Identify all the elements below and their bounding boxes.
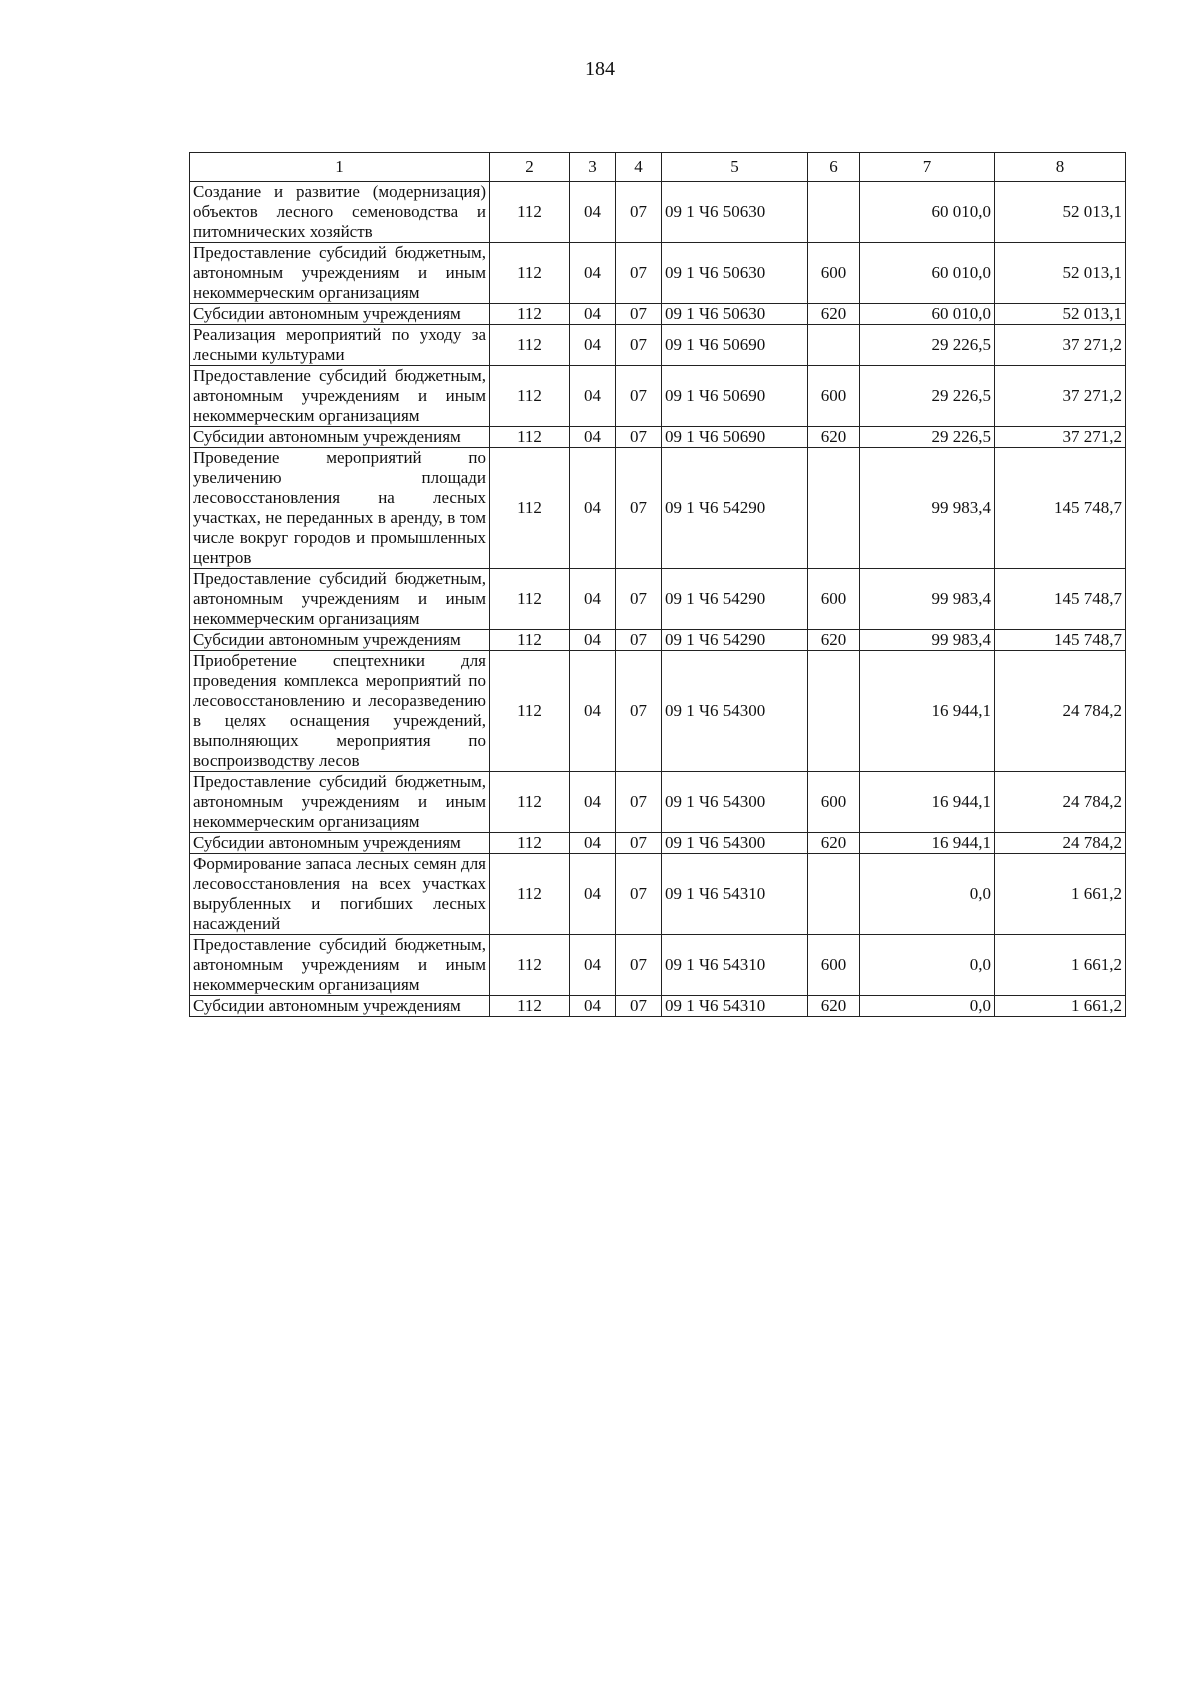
cell-amount-2: 52 013,1 — [995, 304, 1126, 325]
cell-subsection: 07 — [616, 772, 662, 833]
cell-target-code: 09 1 Ч6 50690 — [662, 427, 808, 448]
cell-amount-1: 29 226,5 — [860, 366, 995, 427]
cell-target-code: 09 1 Ч6 50630 — [662, 182, 808, 243]
cell-subsection: 07 — [616, 833, 662, 854]
cell-amount-2: 37 271,2 — [995, 427, 1126, 448]
cell-amount-2: 1 661,2 — [995, 935, 1126, 996]
cell-amount-1: 16 944,1 — [860, 772, 995, 833]
table-row — [190, 325, 1126, 366]
cell-amount-1: 99 983,4 — [860, 630, 995, 651]
cell-ministry: 112 — [490, 304, 570, 325]
cell-subsection: 07 — [616, 182, 662, 243]
cell-section: 04 — [570, 833, 616, 854]
cell-section: 04 — [570, 854, 616, 935]
cell-subsection: 07 — [616, 651, 662, 772]
cell-subsection: 07 — [616, 854, 662, 935]
cell-ministry: 112 — [490, 243, 570, 304]
cell-amount-2: 37 271,2 — [995, 325, 1126, 366]
header-cell: 6 — [808, 153, 860, 182]
cell-amount-1: 0,0 — [860, 996, 995, 1017]
cell-amount-2: 24 784,2 — [995, 833, 1126, 854]
cell-subsection: 07 — [616, 996, 662, 1017]
row-name: Субсидии автономным учреждениям — [190, 996, 490, 1017]
cell-expense-type: 620 — [808, 427, 860, 448]
cell-target-code: 09 1 Ч6 54300 — [662, 651, 808, 772]
cell-subsection: 07 — [616, 935, 662, 996]
cell-amount-2: 145 748,7 — [995, 448, 1126, 569]
cell-section: 04 — [570, 935, 616, 996]
table-row — [190, 833, 1126, 854]
header-cell: 4 — [616, 153, 662, 182]
row-name: Предоставление субсидий бюджетным, автономным учреждениям и иным некоммерческим организациям — [190, 772, 490, 833]
cell-amount-1: 29 226,5 — [860, 427, 995, 448]
row-name: Субсидии автономным учреждениям — [190, 630, 490, 651]
cell-target-code: 09 1 Ч6 54300 — [662, 833, 808, 854]
cell-amount-2: 145 748,7 — [995, 569, 1126, 630]
cell-expense-type: 620 — [808, 833, 860, 854]
cell-subsection: 07 — [616, 448, 662, 569]
header-cell: 7 — [860, 153, 995, 182]
row-name: Предоставление субсидий бюджетным, автономным учреждениям и иным некоммерческим организациям — [190, 366, 490, 427]
row-name: Проведение мероприятий по увеличению площади лесовосстановления на лесных участках, не переданных в аренду, в том числе вокруг городов и промышленных центров — [190, 448, 490, 569]
cell-subsection: 07 — [616, 630, 662, 651]
row-name: Предоставление субсидий бюджетным, автономным учреждениям и иным некоммерческим организациям — [190, 935, 490, 996]
cell-expense-type — [808, 448, 860, 569]
cell-subsection: 07 — [616, 366, 662, 427]
cell-section: 04 — [570, 630, 616, 651]
table-row — [190, 366, 1126, 427]
cell-expense-type: 600 — [808, 366, 860, 427]
cell-ministry: 112 — [490, 427, 570, 448]
cell-amount-1: 29 226,5 — [860, 325, 995, 366]
cell-subsection: 07 — [616, 427, 662, 448]
table-row — [190, 996, 1126, 1017]
cell-ministry: 112 — [490, 935, 570, 996]
cell-ministry: 112 — [490, 325, 570, 366]
cell-expense-type — [808, 182, 860, 243]
header-cell: 3 — [570, 153, 616, 182]
cell-expense-type — [808, 854, 860, 935]
cell-expense-type: 620 — [808, 304, 860, 325]
cell-target-code: 09 1 Ч6 54290 — [662, 630, 808, 651]
cell-subsection: 07 — [616, 304, 662, 325]
table-row — [190, 772, 1126, 833]
cell-target-code: 09 1 Ч6 50630 — [662, 304, 808, 325]
cell-section: 04 — [570, 996, 616, 1017]
cell-amount-1: 16 944,1 — [860, 651, 995, 772]
row-name: Приобретение спецтехники для проведения комплекса мероприятий по лесовосстановлению и лесоразведению в целях оснащения учреждений, выполняющих мероприятия по воспроизводству лесов — [190, 651, 490, 772]
page-number: 184 — [585, 58, 615, 80]
cell-amount-2: 1 661,2 — [995, 996, 1126, 1017]
cell-ministry: 112 — [490, 854, 570, 935]
table-row — [190, 935, 1126, 996]
table-row — [190, 630, 1126, 651]
cell-ministry: 112 — [490, 996, 570, 1017]
cell-expense-type: 620 — [808, 630, 860, 651]
row-name: Предоставление субсидий бюджетным, автономным учреждениям и иным некоммерческим организациям — [190, 569, 490, 630]
cell-target-code: 09 1 Ч6 50630 — [662, 243, 808, 304]
cell-ministry: 112 — [490, 182, 570, 243]
row-name: Предоставление субсидий бюджетным, автономным учреждениям и иным некоммерческим организациям — [190, 243, 490, 304]
row-name: Субсидии автономным учреждениям — [190, 833, 490, 854]
row-name: Реализация мероприятий по уходу за лесными культурами — [190, 325, 490, 366]
row-name: Формирование запаса лесных семян для лесовосстановления на всех участках вырубленных и погибших лесных насаждений — [190, 854, 490, 935]
cell-expense-type: 600 — [808, 935, 860, 996]
cell-target-code: 09 1 Ч6 54310 — [662, 935, 808, 996]
row-name: Субсидии автономным учреждениям — [190, 304, 490, 325]
cell-expense-type: 620 — [808, 996, 860, 1017]
cell-section: 04 — [570, 569, 616, 630]
cell-expense-type: 600 — [808, 772, 860, 833]
table-row — [190, 651, 1126, 772]
cell-amount-1: 0,0 — [860, 854, 995, 935]
cell-amount-1: 0,0 — [860, 935, 995, 996]
table-body — [190, 182, 1126, 1017]
cell-section: 04 — [570, 325, 616, 366]
header-cell: 2 — [490, 153, 570, 182]
cell-ministry: 112 — [490, 630, 570, 651]
cell-subsection: 07 — [616, 325, 662, 366]
cell-subsection: 07 — [616, 243, 662, 304]
table-row — [190, 243, 1126, 304]
cell-target-code: 09 1 Ч6 50690 — [662, 366, 808, 427]
cell-amount-2: 24 784,2 — [995, 772, 1126, 833]
cell-ministry: 112 — [490, 833, 570, 854]
cell-ministry: 112 — [490, 569, 570, 630]
cell-target-code: 09 1 Ч6 54310 — [662, 996, 808, 1017]
row-name: Субсидии автономным учреждениям — [190, 427, 490, 448]
cell-target-code: 09 1 Ч6 54310 — [662, 854, 808, 935]
table-row — [190, 569, 1126, 630]
table-row — [190, 448, 1126, 569]
cell-amount-1: 60 010,0 — [860, 182, 995, 243]
header-row — [190, 153, 1126, 182]
row-name: Создание и развитие (модернизация) объектов лесного семеноводства и питомнических хозяйств — [190, 182, 490, 243]
budget-table — [189, 152, 1126, 1017]
header-cell: 1 — [190, 153, 490, 182]
cell-ministry: 112 — [490, 448, 570, 569]
cell-target-code: 09 1 Ч6 50690 — [662, 325, 808, 366]
cell-subsection: 07 — [616, 569, 662, 630]
header-cell: 8 — [995, 153, 1126, 182]
cell-amount-2: 24 784,2 — [995, 651, 1126, 772]
cell-amount-1: 99 983,4 — [860, 569, 995, 630]
cell-amount-2: 52 013,1 — [995, 243, 1126, 304]
table-row — [190, 182, 1126, 243]
cell-section: 04 — [570, 427, 616, 448]
table-row — [190, 427, 1126, 448]
cell-section: 04 — [570, 366, 616, 427]
cell-amount-1: 99 983,4 — [860, 448, 995, 569]
cell-target-code: 09 1 Ч6 54290 — [662, 569, 808, 630]
cell-amount-2: 52 013,1 — [995, 182, 1126, 243]
cell-amount-2: 1 661,2 — [995, 854, 1126, 935]
cell-ministry: 112 — [490, 366, 570, 427]
cell-target-code: 09 1 Ч6 54290 — [662, 448, 808, 569]
cell-section: 04 — [570, 304, 616, 325]
cell-amount-1: 16 944,1 — [860, 833, 995, 854]
cell-section: 04 — [570, 243, 616, 304]
cell-amount-1: 60 010,0 — [860, 243, 995, 304]
cell-section: 04 — [570, 182, 616, 243]
cell-section: 04 — [570, 772, 616, 833]
cell-expense-type — [808, 651, 860, 772]
cell-ministry: 112 — [490, 651, 570, 772]
cell-ministry: 112 — [490, 772, 570, 833]
cell-amount-2: 37 271,2 — [995, 366, 1126, 427]
table-row — [190, 854, 1126, 935]
cell-amount-1: 60 010,0 — [860, 304, 995, 325]
cell-section: 04 — [570, 651, 616, 772]
cell-amount-2: 145 748,7 — [995, 630, 1126, 651]
cell-expense-type — [808, 325, 860, 366]
cell-section: 04 — [570, 448, 616, 569]
table-row — [190, 304, 1126, 325]
cell-target-code: 09 1 Ч6 54300 — [662, 772, 808, 833]
header-cell: 5 — [662, 153, 808, 182]
cell-expense-type: 600 — [808, 569, 860, 630]
cell-expense-type: 600 — [808, 243, 860, 304]
